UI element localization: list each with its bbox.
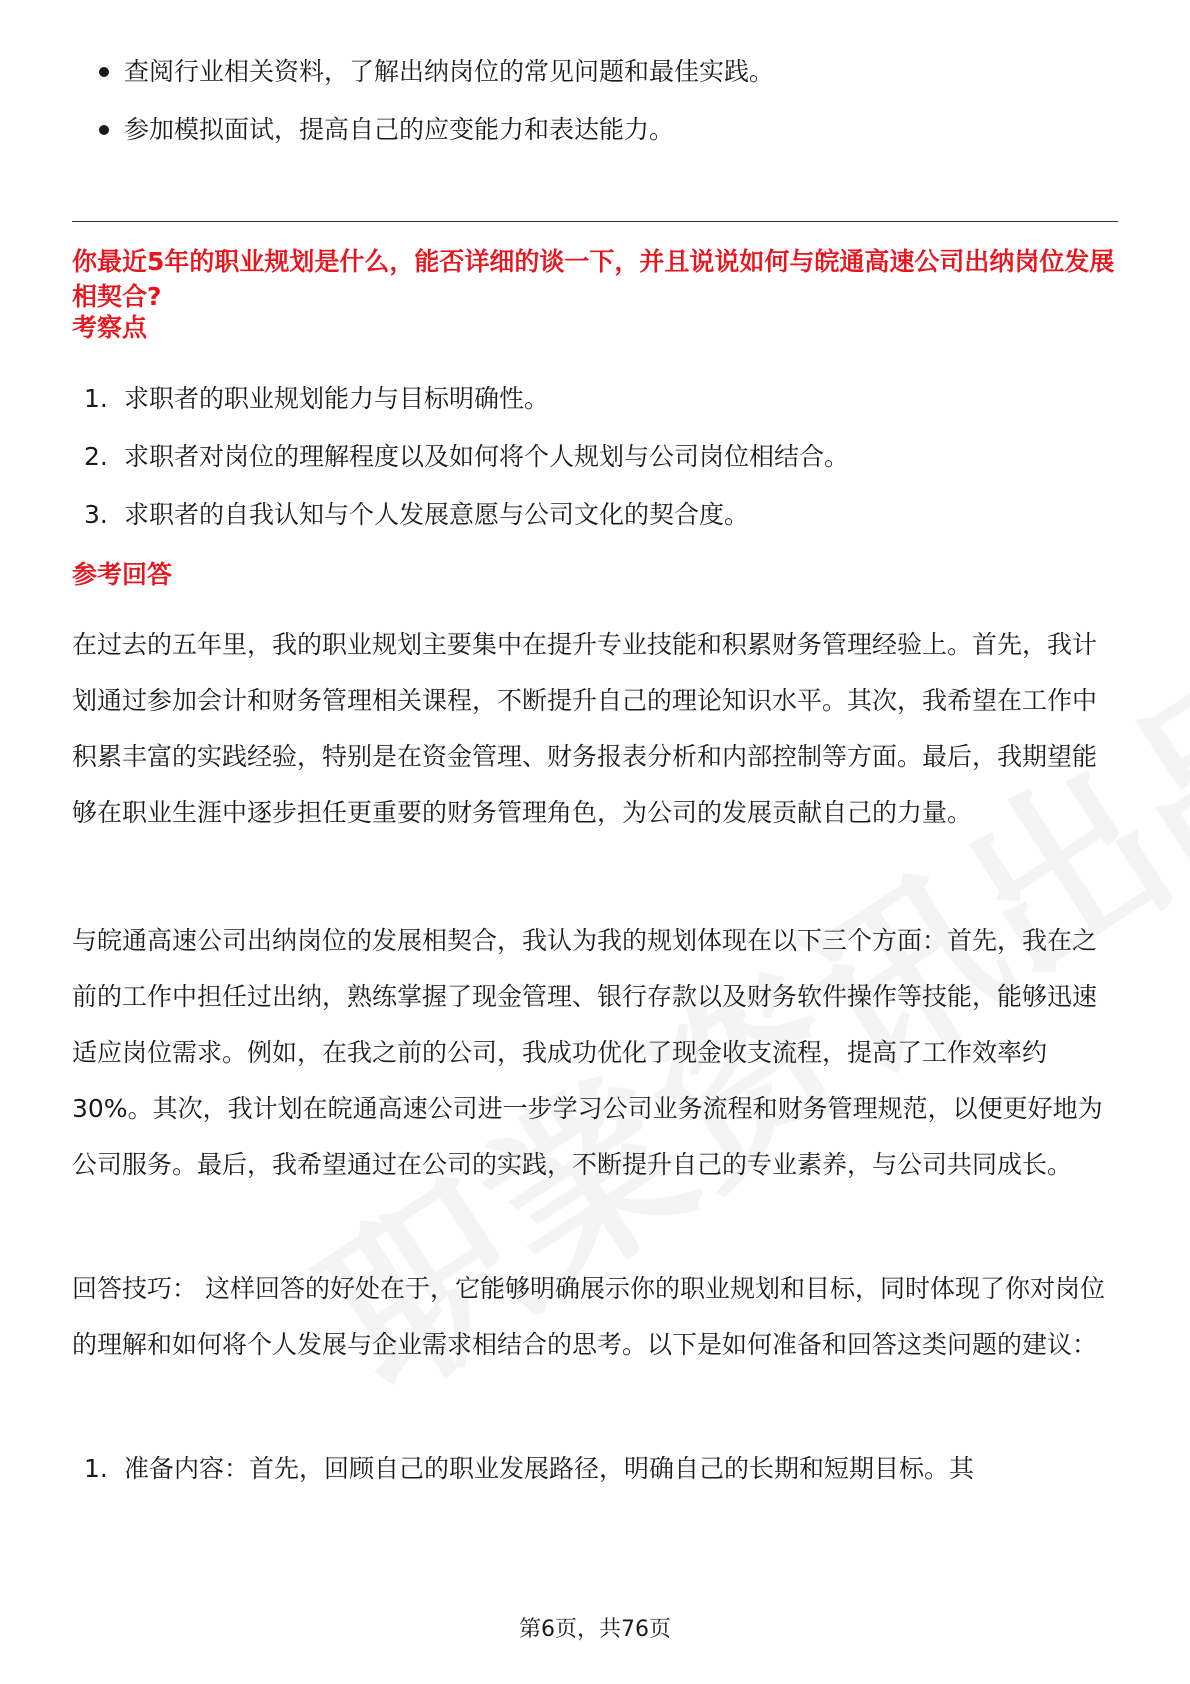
list-item: 2. 求职者对岗位的理解程度以及如何将个人规划与公司岗位相结合。	[84, 442, 850, 471]
tips-list	[72, 1453, 1118, 1511]
reference-heading: 参考回答	[72, 560, 173, 589]
list-item: 1. 求职者的职业规划能力与目标明确性。	[84, 384, 550, 413]
answer-paragraph-2: 与皖通高速公司出纳岗位的发展相契合，我认为我的规划体现在以下三个方面：首先，我在之前的工作中担任过出纳，熟练掌握了现金管理、银行存款以及财务软件操作等技能，能够迅速适应岗位需求。例如，在我之前的公司，我成功优化了现金收支流程，提高了工作效率约30%。其次，我计划在皖通高速公司进一步学习公司业务流程和财务管理规范，以便更好地为公司服务。最后，我希望通过在公司的实践，不断提升自己的专业素养，与公司共同成长。	[72, 926, 1103, 1179]
question-heading: 你最近5年的职业规划是什么，能否详细的谈一下，并且说说如何与皖通高速公司出纳岗位发展相契合?	[72, 247, 1115, 311]
bullet-dot-icon	[99, 67, 109, 77]
top-bullet-list	[72, 56, 1118, 172]
list-item: 1. 准备内容：首先，回顾自己的职业发展路径，明确自己的长期和短期目标。其	[84, 1454, 975, 1483]
page-footer: 第6页，共76页	[519, 1617, 671, 1642]
list-item: 查阅行业相关资料，了解出纳岗位的常见问题和最佳实践。	[72, 56, 1118, 88]
section-divider	[72, 221, 1118, 222]
list-item: 参加模拟面试，提高自己的应变能力和表达能力。	[72, 114, 1118, 146]
bullet-dot-icon	[99, 125, 109, 135]
assessment-list	[72, 383, 1118, 557]
assessment-heading: 考察点	[72, 313, 148, 342]
answer-paragraph-1: 在过去的五年里，我的职业规划主要集中在提升专业技能和积累财务管理经验上。首先，我计划通过参加会计和财务管理相关课程，不断提升自己的理论知识水平。其次，我希望在工作中积累丰富的实践经验，特别是在资金管理、财务报表分析和内部控制等方面。最后，我期望能够在职业生涯中逐步担任更重要的财务管理角色，为公司的发展贡献自己的力量。	[72, 630, 1098, 827]
answer-tips-paragraph: 回答技巧： 这样回答的好处在于，它能够明确展示你的职业规划和目标，同时体现了你对岗位的理解和如何将个人发展与企业需求相结合的思考。以下是如何准备和回答这类问题的建议：	[72, 1274, 1105, 1359]
list-item: 3. 求职者的自我认知与个人发展意愿与公司文化的契合度。	[84, 500, 750, 529]
